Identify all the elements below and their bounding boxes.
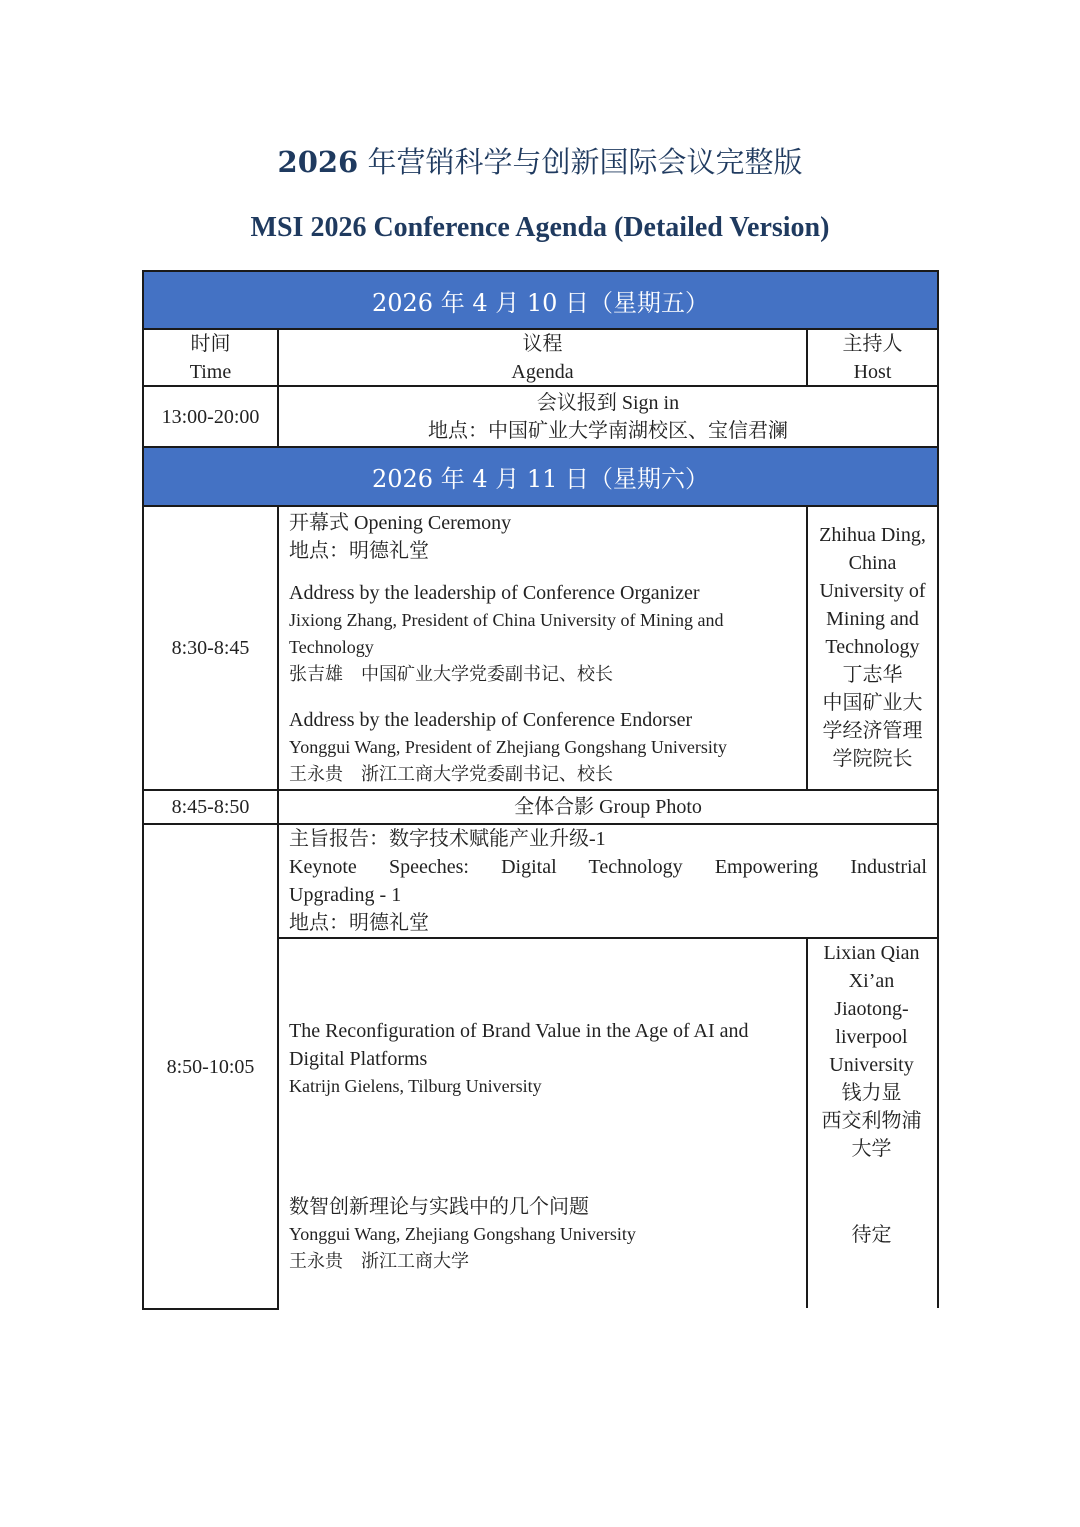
talk1-speaker: Katrijn Gielens, Tilburg University	[289, 1076, 542, 1096]
talk2-title: 数智创新理论与实践中的几个问题	[289, 1196, 589, 1218]
header-time: 时间 Time	[142, 328, 279, 387]
header-agenda: 议程 Agenda	[277, 328, 808, 387]
talk2-speaker: Yonggui Wang, Zhejiang Gongshang University	[289, 1224, 636, 1244]
day2-date-band	[142, 446, 939, 507]
keynote-header	[277, 823, 939, 939]
photo-time: 8:45-8:50	[142, 789, 279, 825]
opening-title: 开幕式 Opening Ceremony	[289, 512, 512, 534]
day2-date: 2026 年 4 月 11 日（星期六）	[371, 465, 710, 493]
signin-agenda: 会议报到 Sign in 地点：中国矿业大学南湖校区、宝信君澜	[277, 385, 939, 448]
opening-venue: 地点：明德礼堂	[289, 540, 429, 562]
keynote-title-en: Keynote Speeches: Digital Technology Empowering Industrial	[289, 856, 927, 878]
address2-speaker: Yonggui Wang, President of Zhejiang Gongshang University	[289, 737, 727, 757]
address2-speaker-cn: 王永贵 浙江工商大学党委副书记、校长	[289, 764, 613, 784]
signin-time: 13:00-20:00	[142, 385, 279, 448]
talk1-title: The Reconfiguration of Brand Value in the Age of AI and	[289, 1020, 749, 1042]
talks-agenda	[277, 937, 808, 1308]
keynote-title-cn: 主旨报告：数字技术赋能产业升级-1	[289, 828, 606, 850]
address1-title: Address by the leadership of Conference Organizer	[289, 582, 700, 604]
keynote-time: 8:50-10:05	[142, 823, 279, 1310]
keynote-title-en-cont: Upgrading - 1	[289, 884, 402, 906]
address1-speaker: Jixiong Zhang, President of China University of Mining and	[289, 610, 724, 630]
photo-agenda: 全体合影 Group Photo	[277, 789, 939, 825]
talks-host: Lixian Qian Xi’an Jiaotong- liverpool University 钱力显 西交利物浦 大学 待定	[806, 937, 939, 1308]
page-title-english: MSI 2026 Conference Agenda (Detailed Version)	[250, 212, 830, 243]
address1-speaker-cont: Technology	[289, 637, 374, 657]
opening-time: 8:30-8:45	[142, 505, 279, 791]
day1-date: 2026 年 4 月 10 日（星期五）	[371, 288, 710, 317]
opening-host: Zhihua Ding, China University of Mining and Technology 丁志华 中国矿业大 学经济管理 学院院长	[806, 505, 939, 791]
talk2-host: 待定	[851, 1224, 892, 1246]
talk1-title-cont: Digital Platforms	[289, 1048, 428, 1070]
address1-speaker-cn: 张吉雄 中国矿业大学党委副书记、校长	[289, 664, 613, 684]
address2-title: Address by the leadership of Conference Endorser	[289, 709, 693, 731]
header-host: 主持人 Host	[806, 328, 939, 387]
keynote-venue: 地点：明德礼堂	[289, 912, 429, 934]
day1-date-band	[142, 270, 939, 330]
page-title-chinese: 2026 年营销科学与创新国际会议完整版	[277, 145, 803, 179]
opening-agenda	[277, 505, 808, 791]
talk2-speaker-cn: 王永贵 浙江工商大学	[289, 1251, 469, 1271]
